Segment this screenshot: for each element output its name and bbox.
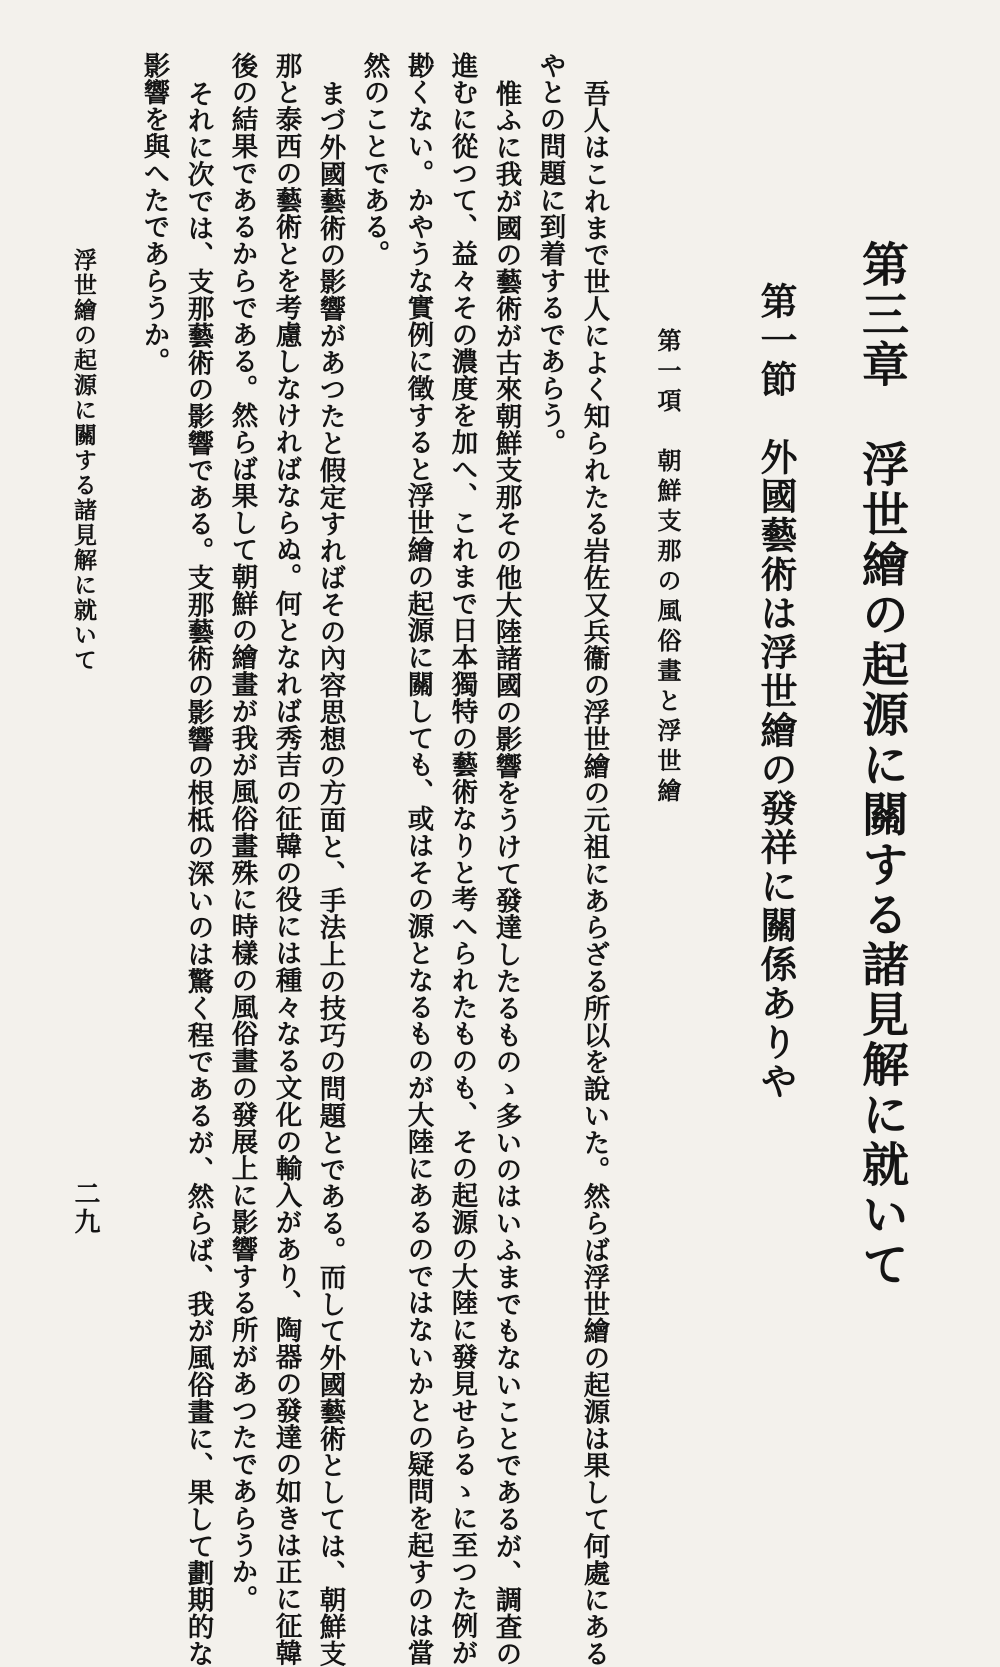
- body-line: 尠くない。かやうな實例に徵すると浮世繪の起源に關しても、或はその源となるものが大陸にあるのではないかとの疑問を起すのは當: [402, 52, 434, 1666]
- section-heading: 第一節 外國藝術は浮世繪の發祥に關係ありや: [754, 282, 798, 1101]
- body-line: それに次では、支那藝術の影響である。支那藝術の影響の根柢の深いのは驚く程であるが、然らば、我が風俗畫に、果して劃期的な: [182, 80, 214, 1667]
- chapter-heading: 第三章 浮世繪の起源に關する諸見解に就いて: [854, 240, 909, 1290]
- body-line: 進むに從つて、益々その濃度を加へ、これまで日本獨特の藝術なりと考へられたものも、その起源の大陸に發見せらるゝに至つた例が: [446, 52, 478, 1666]
- running-title: 浮世繪の起源に關する諸見解に就いて: [70, 248, 97, 673]
- body-line: 吾人はこれまで世人によく知られたる岩佐又兵衞の浮世繪の元祖にあらざる所以を說いた。然らば浮世繪の起源は果して何處にある: [578, 80, 610, 1667]
- body-line: 影響を與へたであらうか。: [138, 52, 170, 375]
- body-line: 那と泰西の藝術とを考慮しなければならぬ。何となれば秀吉の征韓の役には種々なる文化の輸入があり、陶器の發達の如きは正に征韓: [270, 52, 302, 1666]
- body-line: 惟ふに我が國の藝術が古來朝鮮支那その他大陸諸國の影響をうけて發達したるものゝ多いのはいふまでもないことであるが、調査の: [490, 80, 522, 1667]
- item-heading: 第一項 朝鮮支那の風俗畫と浮世繪: [653, 328, 682, 808]
- body-line: 然のことである。: [358, 52, 390, 268]
- body-line: まづ外國藝術の影響があつたと假定すればその內容思想の方面と、手法上の技巧の問題とである。而して外國藝術としては、朝鮮支: [314, 80, 346, 1667]
- body-line: 後の結果であるからである。然らば果して朝鮮の繪畫が我が風俗畫殊に時樣の風俗畫の發展上に影響する所があつたであらうか。: [226, 52, 258, 1613]
- page-number: 二九: [70, 1180, 100, 1236]
- body-line: やとの問題に到着するであらう。: [534, 52, 566, 456]
